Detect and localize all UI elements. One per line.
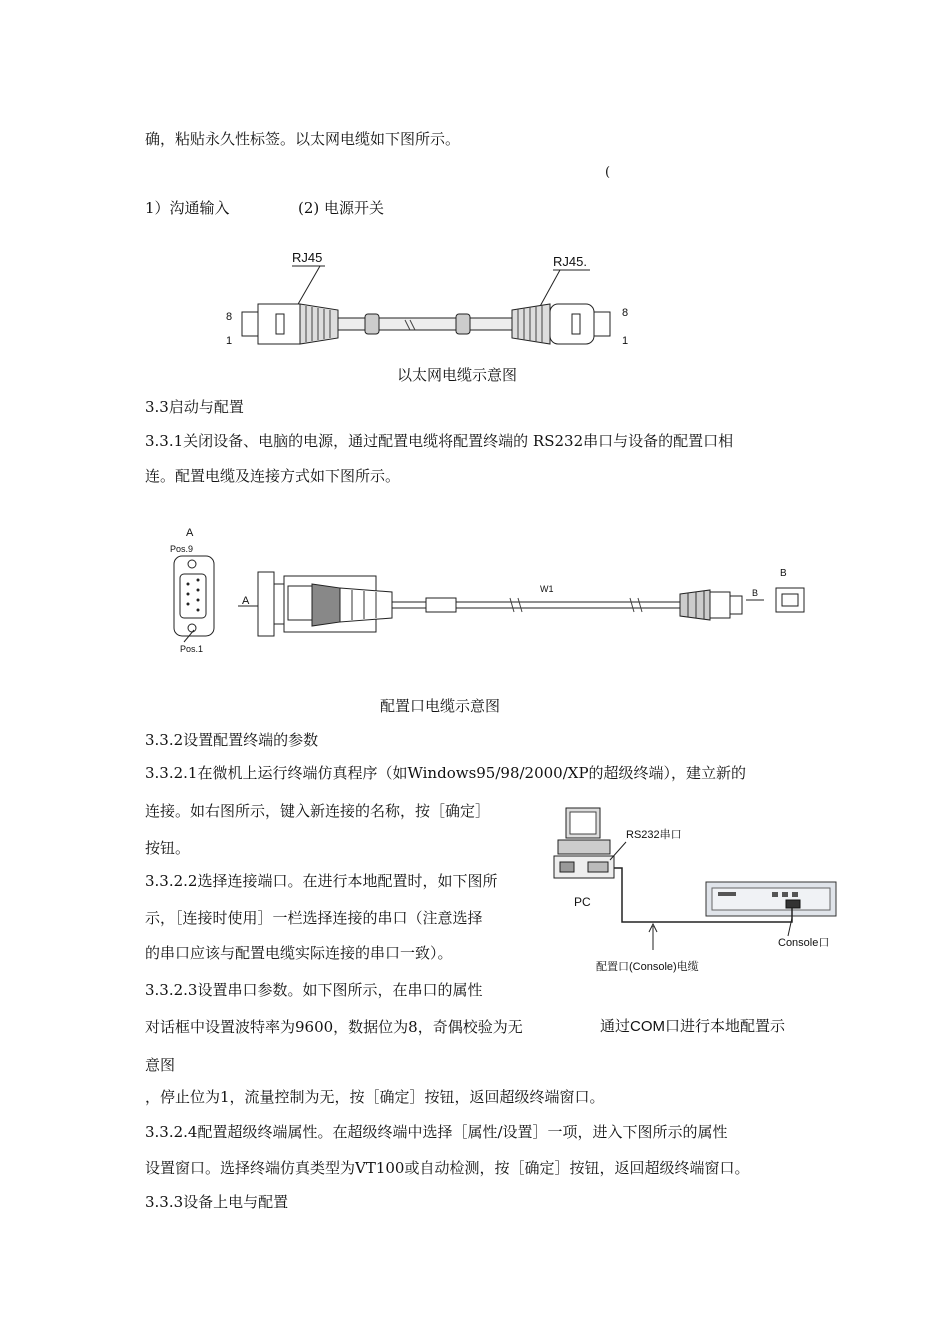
paragraph-text: 3.3.2.1在微机上运行终端仿真程序（如Windows95/98/2000/XP的超级终端），建立新的	[145, 764, 747, 782]
paragraph-text: 3.3.1关闭设备、电脑的电源，通过配置电缆将配置终端的 RS232串口与设备的配置口相	[145, 432, 734, 450]
console-port-label: Console口	[778, 937, 830, 949]
paragraph-text: 按钮。	[145, 839, 191, 857]
cable-w1-label: W1	[540, 584, 554, 594]
section-heading: 3.3.3设备上电与配置	[145, 1193, 289, 1211]
rj45-left-label: RJ45	[292, 250, 323, 265]
paragraph-text: 的串口应该与配置电缆实际连接的串口一致）。	[145, 944, 453, 962]
console-cable-figure	[160, 522, 820, 662]
section-heading: 3.3.2设置配置终端的参数	[145, 731, 319, 749]
connector-a-label: A	[186, 527, 194, 539]
figure-caption: 意图	[145, 1056, 176, 1074]
pin-label: 8	[226, 311, 233, 323]
paragraph-text: 连。配置电缆及连接方式如下图所示。	[145, 467, 401, 485]
paragraph-text: ，停止位为1，流量控制为无，按［确定］按钮，返回超级终端窗口。	[145, 1088, 605, 1106]
figure-caption: 以太网电缆示意图	[397, 366, 518, 384]
rs232-label: RS232串口	[626, 829, 682, 841]
rj45-right-label: RJ45.	[553, 254, 587, 269]
paragraph-text: 对话框中设置波特率为9600，数据位为8，奇偶校验为无	[145, 1018, 523, 1036]
list-item: (2) 电源开关	[298, 199, 385, 217]
stray-parenthesis: (	[605, 165, 611, 180]
paragraph-text: 确，粘贴永久性标签。以太网电缆如下图所示。	[145, 130, 461, 148]
arrow-a-label: A	[242, 595, 250, 607]
section-heading: 3.3启动与配置	[145, 398, 244, 416]
console-cable-label: 配置口(Console)电缆	[596, 961, 699, 973]
connector-b-label: B	[780, 568, 787, 579]
paragraph-text: 3.3.2.2选择连接端口。在进行本地配置时，如下图所	[145, 872, 498, 890]
pin-label: 8	[622, 307, 629, 319]
list-item: 1）沟通输入	[145, 199, 230, 217]
paragraph-text: 设置窗口。选择终端仿真类型为VT100或自动检测，按［确定］按钮，返回超级终端窗口。	[145, 1159, 750, 1177]
paragraph-text: 3.3.2.4配置超级终端属性。在超级终端中选择［属性/设置］一项，进入下图所示的属性	[145, 1123, 728, 1141]
arrow-b-label: B	[752, 588, 759, 598]
figure-caption: 配置口电缆示意图	[380, 697, 501, 715]
paragraph-text: 示，［连接时使用］一栏选择连接的串口（注意选择	[145, 909, 483, 927]
ethernet-cable-figure	[220, 240, 640, 355]
pc-label: PC	[574, 895, 591, 909]
figure-caption: 通过COM口进行本地配置示	[600, 1018, 785, 1035]
local-config-diagram	[548, 800, 840, 980]
pin-label: 1	[622, 335, 629, 347]
pin-label: 1	[226, 335, 233, 347]
pos1-label: Pos.1	[180, 644, 204, 654]
pos9-label: Pos.9	[170, 544, 194, 554]
paragraph-text: 连接。如右图所示，键入新连接的名称，按［确定］	[145, 802, 491, 820]
paragraph-text: 3.3.2.3设置串口参数。如下图所示，在串口的属性	[145, 981, 483, 999]
